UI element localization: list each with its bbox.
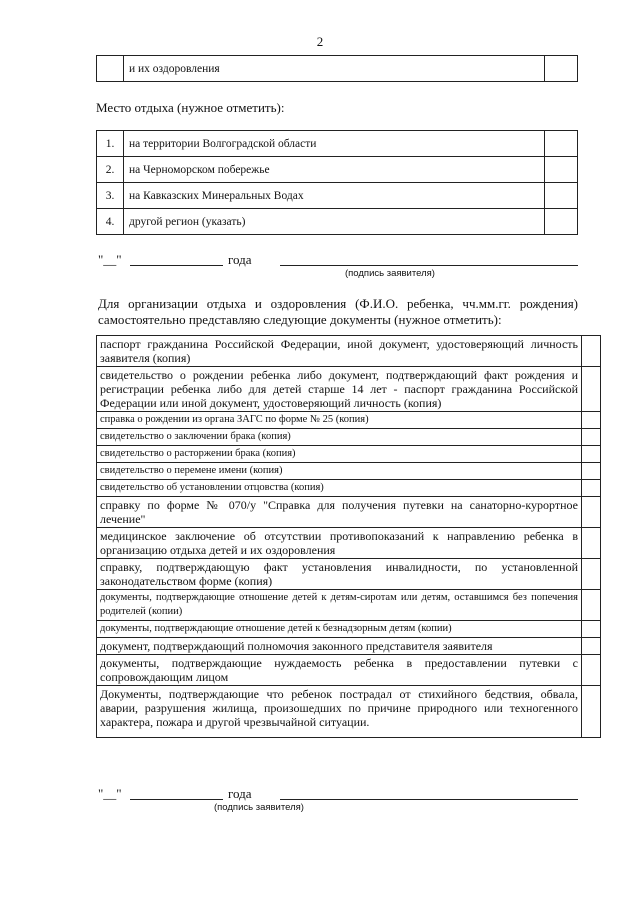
document-item-text: справку по форме № 070/у "Справка для получения путевки на санаторно-курортное лечение": [97, 497, 582, 528]
checkbox-cell[interactable]: [582, 497, 601, 528]
checkbox-cell[interactable]: [582, 429, 601, 446]
table-row: [97, 686, 601, 738]
checkbox-cell[interactable]: [582, 336, 601, 367]
date-quote: "__": [98, 786, 122, 801]
table-row: [97, 157, 578, 183]
places-table: [96, 130, 578, 235]
checkbox-cell[interactable]: [545, 56, 578, 82]
table-row: [97, 463, 601, 480]
table-row: [97, 497, 601, 528]
checkbox-cell[interactable]: [545, 183, 578, 209]
row-number: 3.: [97, 183, 124, 209]
table-row: [97, 638, 601, 655]
checkbox-cell[interactable]: [582, 367, 601, 412]
top-continuation-table: [96, 55, 578, 82]
table-row: [97, 590, 601, 621]
table-cell-empty: [97, 56, 124, 82]
table-row: [97, 209, 578, 235]
checkbox-cell[interactable]: [582, 590, 601, 621]
page-number: 2: [316, 34, 324, 49]
row-number: 1.: [97, 131, 124, 157]
place-option-text: на территории Волгоградской области: [124, 131, 545, 157]
document-item-text: свидетельство об установлении отцовства (копия): [97, 480, 582, 497]
row-number: 2.: [97, 157, 124, 183]
documents-intro: Для организации отдыха и оздоровления (Ф.И.О. ребенка, чч.мм.гг. рождения) самостоятельно представляю следующие документы (нужное отметить):: [98, 296, 578, 327]
date-quote: "__": [98, 252, 122, 267]
document-item-text: свидетельство о перемене имени (копия): [97, 463, 582, 480]
document-item-text: документы, подтверждающие отношение детей к безнадзорным детям (копии): [97, 621, 582, 638]
date-blank-line[interactable]: [130, 799, 223, 800]
document-item-text: свидетельство о расторжении брака (копия): [97, 446, 582, 463]
table-cell-text: и их оздоровления: [124, 56, 545, 82]
document-item-text: справку, подтверждающую факт установления инвалидности, по установленной законодательством форме (копия): [97, 559, 582, 590]
document-item-text: документ, подтверждающий полномочия законного представителя заявителя: [97, 638, 582, 655]
checkbox-cell[interactable]: [582, 621, 601, 638]
checkbox-cell[interactable]: [545, 131, 578, 157]
document-item-text: Документы, подтверждающие что ребенок пострадал от стихийного бедствия, обвала, аварии, разрушения жилища, произошедших по причине природного или техногенного характера, пожара и другой чрезвычайной ситуации.: [97, 686, 582, 738]
year-word: года: [228, 252, 252, 267]
place-option-text: на Кавказских Минеральных Водах: [124, 183, 545, 209]
table-row: [97, 183, 578, 209]
document-item-text: документы, подтверждающие отношение детей к детям-сиротам или детям, оставшимся без попечения родителей (копии): [97, 590, 582, 621]
table-row: [97, 528, 601, 559]
row-number: 4.: [97, 209, 124, 235]
checkbox-cell[interactable]: [582, 412, 601, 429]
table-row: [97, 131, 578, 157]
table-row: [97, 56, 578, 82]
document-item-text: свидетельство о рождении ребенка либо документ, подтверждающий факт рождения и регистрации ребенка либо для детей старше 14 лет - паспорт гражданина Российской Федерации или иной документ, удостоверяющий личность (копия): [97, 367, 582, 412]
checkbox-cell[interactable]: [582, 638, 601, 655]
table-row: [97, 336, 601, 367]
year-word: года: [228, 786, 252, 801]
table-row: [97, 429, 601, 446]
checkbox-cell[interactable]: [582, 559, 601, 590]
table-row: [97, 559, 601, 590]
table-row: [97, 367, 601, 412]
place-option-text: другой регион (указать): [124, 209, 545, 235]
checkbox-cell[interactable]: [582, 446, 601, 463]
signature-line[interactable]: [280, 265, 578, 266]
place-heading: Место отдыха (нужное отметить):: [96, 100, 285, 115]
date-blank-line[interactable]: [130, 265, 223, 266]
table-row: [97, 621, 601, 638]
checkbox-cell[interactable]: [545, 209, 578, 235]
documents-table: [96, 335, 601, 738]
checkbox-cell[interactable]: [545, 157, 578, 183]
checkbox-cell[interactable]: [582, 686, 601, 738]
document-item-text: свидетельство о заключении брака (копия): [97, 429, 582, 446]
table-row: [97, 480, 601, 497]
document-item-text: медицинское заключение об отсутствии противопоказаний к направлению ребенка в организацию отдыха детей и их оздоровления: [97, 528, 582, 559]
table-row: [97, 655, 601, 686]
document-item-text: паспорт гражданина Российской Федерации, иной документ, удостоверяющий личность заявителя (копия): [97, 336, 582, 367]
signature-caption: (подпись заявителя): [345, 268, 435, 279]
checkbox-cell[interactable]: [582, 463, 601, 480]
signature-caption: (подпись заявителя): [214, 802, 304, 813]
checkbox-cell[interactable]: [582, 655, 601, 686]
checkbox-cell[interactable]: [582, 480, 601, 497]
table-row: [97, 412, 601, 429]
place-option-text: на Черноморском побережье: [124, 157, 545, 183]
signature-line[interactable]: [280, 799, 578, 800]
checkbox-cell[interactable]: [582, 528, 601, 559]
document-item-text: справка о рождении из органа ЗАГС по форме № 25 (копия): [97, 412, 582, 429]
table-row: [97, 446, 601, 463]
document-item-text: документы, подтверждающие нуждаемость ребенка в предоставлении путевки с сопровождающим лицом: [97, 655, 582, 686]
